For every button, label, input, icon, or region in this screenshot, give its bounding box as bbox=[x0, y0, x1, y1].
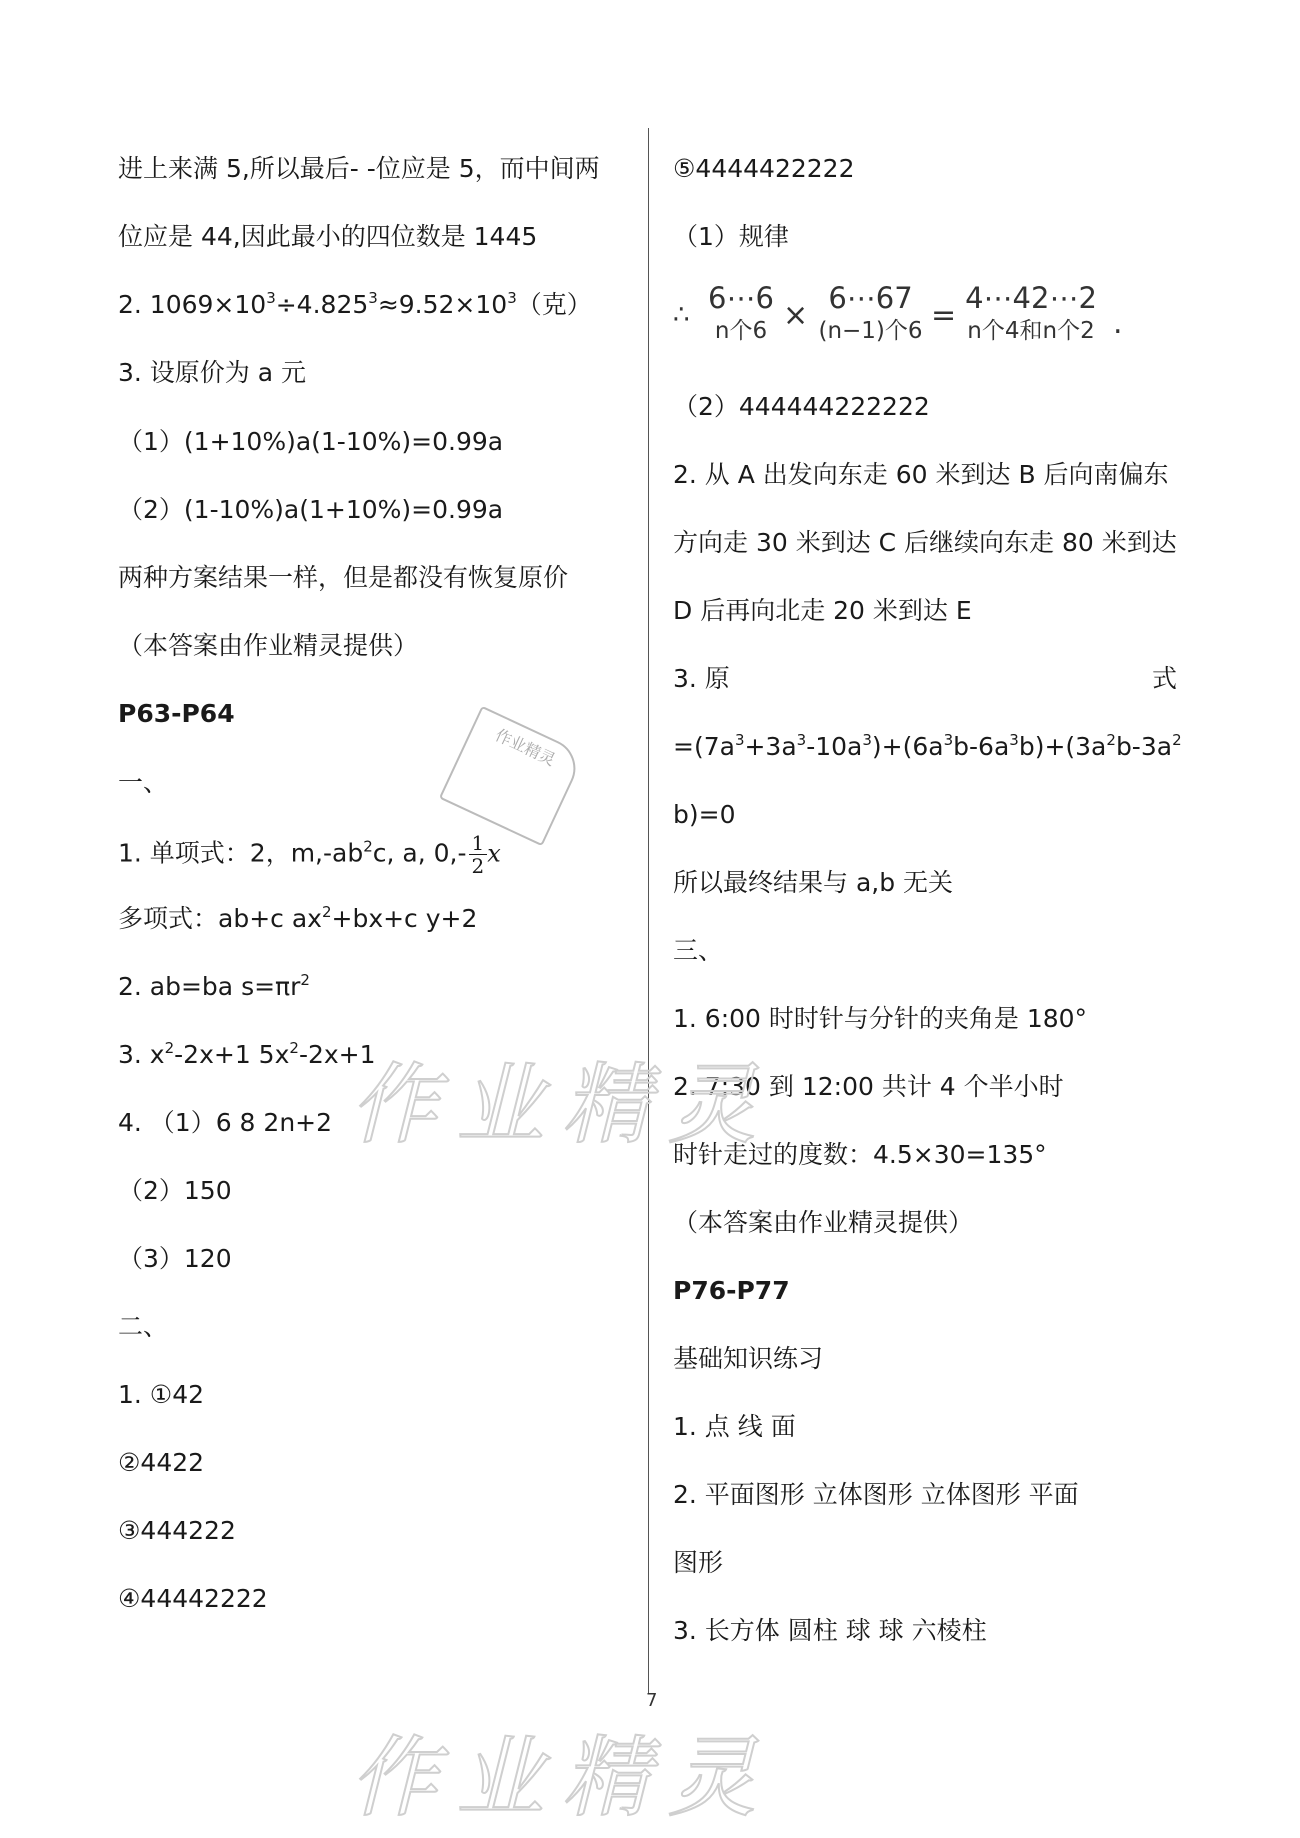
fraction-denominator: 2 bbox=[471, 854, 485, 878]
equals-sign: = bbox=[931, 298, 957, 333]
right-line-12: 1. 6:00 时时针与分针的夹角是 180° bbox=[673, 1004, 1088, 1033]
r8-d: )+(6a bbox=[871, 732, 944, 761]
r8-f: b-6a bbox=[953, 732, 1010, 761]
left-line-4: 3. 设原价为 a 元 bbox=[118, 358, 307, 387]
r8-e3: 3 bbox=[862, 731, 872, 749]
r8-e5: 3 bbox=[1009, 731, 1019, 749]
l3-e3: 3 bbox=[507, 289, 517, 307]
left-line-15: （2）150 bbox=[118, 1176, 232, 1205]
right-line-14: 时针走过的度数：4.5×30=135° bbox=[673, 1140, 1047, 1169]
left-line-16: （3）120 bbox=[118, 1244, 232, 1273]
r8-e2: 3 bbox=[796, 731, 807, 749]
left-line-3 bbox=[118, 288, 592, 322]
left-line-7: 两种方案结果一样，但是都没有恢复原价 bbox=[118, 563, 569, 592]
formula-term-3 bbox=[951, 280, 1111, 346]
left-line-20: ③444222 bbox=[118, 1516, 236, 1545]
l12-a: 2. ab=ba s=πr bbox=[118, 972, 301, 1001]
left-line-6: （2）(1-10%)a(1+10%)=0.99a bbox=[118, 495, 504, 524]
left-line-1: 进上来满 5,所以最后- -位应是 5，而中间两 bbox=[118, 154, 600, 183]
times-sign: × bbox=[783, 298, 809, 333]
fraction-numerator: 1 bbox=[469, 832, 488, 855]
right-line-4: 2. 从 A 出发向东走 60 米到达 B 后向南偏东 bbox=[673, 460, 1169, 489]
l13-e2: 2 bbox=[289, 1039, 299, 1057]
left-line-14: 4. （1）6 8 2n+2 bbox=[118, 1108, 333, 1137]
l3-a: 2. 1069×10 bbox=[118, 290, 267, 319]
left-line-5: （1）(1+10%)a(1-10%)=0.99a bbox=[118, 427, 504, 456]
r8-b: +3a bbox=[744, 732, 797, 761]
right-line-20: 3. 长方体 圆柱 球 球 六棱柱 bbox=[673, 1616, 987, 1645]
right-line-13: 2. 7:30 到 12:00 共计 4 个半小时 bbox=[673, 1072, 1064, 1101]
right-line-7a: 3. 原 bbox=[673, 664, 730, 693]
l3-b: ÷4.825 bbox=[275, 290, 369, 319]
right-line-19: 图形 bbox=[673, 1548, 724, 1577]
formula-period: . bbox=[1113, 306, 1123, 341]
l3-e1: 3 bbox=[266, 289, 276, 307]
watermark-stamp: 作业精灵 bbox=[439, 706, 585, 847]
right-line-17: 1. 点 线 面 bbox=[673, 1412, 796, 1441]
right-line-18: 2. 平面图形 立体图形 立体图形 平面 bbox=[673, 1480, 1079, 1509]
watermark-center: 作业精灵 bbox=[350, 1053, 775, 1156]
right-line-11: 三、 bbox=[673, 936, 724, 965]
l13-e1: 2 bbox=[164, 1039, 175, 1057]
l12-e: 2 bbox=[300, 971, 310, 989]
left-line-11 bbox=[118, 902, 477, 936]
right-line-10: 所以最终结果与 a,b 无关 bbox=[673, 868, 954, 897]
column-divider bbox=[648, 128, 649, 1693]
left-line-2: 位应是 44,因此最小的四位数是 1445 bbox=[118, 222, 538, 251]
l3-c: ≈9.52×10 bbox=[377, 290, 508, 319]
r8-e6: 2 bbox=[1106, 731, 1116, 749]
l10-e: 2 bbox=[363, 837, 373, 856]
l11-a: 多项式：ab+c ax bbox=[118, 904, 322, 933]
r8-c: -10a bbox=[806, 732, 863, 761]
l13-c: -2x+1 bbox=[298, 1040, 376, 1069]
right-line-1: ⑤4444422222 bbox=[673, 154, 855, 183]
page-number: 7 bbox=[646, 1690, 658, 1711]
left-line-8: （本答案由作业精灵提供） bbox=[118, 631, 419, 660]
l13-b: -2x+1 5x bbox=[174, 1040, 290, 1069]
term-3-top: 4⋯42⋯2 bbox=[965, 281, 1097, 315]
fraction-one-half bbox=[469, 832, 488, 877]
term-1-bottom: n个6 bbox=[714, 318, 768, 344]
right-line-6: D 后再向北走 20 米到达 E bbox=[673, 596, 972, 625]
r8-e1: 3 bbox=[734, 731, 745, 749]
l10-b: c, a, 0,- bbox=[372, 838, 467, 868]
l3-e2: 3 bbox=[368, 289, 378, 307]
term-2-top: 6⋯67 bbox=[828, 281, 913, 315]
r8-e7: 2 bbox=[1172, 731, 1182, 749]
left-line-9: 一、 bbox=[118, 768, 169, 797]
left-line-21: ④44442222 bbox=[118, 1584, 268, 1613]
left-line-12 bbox=[118, 970, 310, 1004]
therefore-symbol: ∴ bbox=[673, 300, 690, 330]
term-1-top: 6⋯6 bbox=[708, 281, 774, 315]
right-line-2: （1）规律 bbox=[673, 222, 789, 251]
left-line-10 bbox=[118, 832, 501, 877]
left-line-17: 二、 bbox=[118, 1312, 169, 1341]
term-2-bottom: (n−1)个6 bbox=[818, 318, 923, 344]
l10-var: x bbox=[487, 839, 501, 868]
l11-b: +bx+c y+2 bbox=[331, 904, 478, 933]
pattern-formula bbox=[673, 280, 1153, 360]
formula-term-2 bbox=[808, 280, 933, 346]
right-line-8 bbox=[673, 730, 1182, 764]
l13-a: 3. x bbox=[118, 1040, 165, 1069]
left-line-13 bbox=[118, 1038, 376, 1072]
formula-term-1 bbox=[695, 280, 787, 346]
left-line-19: ②4422 bbox=[118, 1448, 205, 1477]
right-line-3: （2）444444222222 bbox=[673, 392, 930, 421]
right-line-9: b)=0 bbox=[673, 800, 736, 829]
l10-a: 1. 单项式：2，m,-ab bbox=[118, 838, 364, 868]
section-heading-p63-p64: P63-P64 bbox=[118, 699, 235, 728]
right-line-16: 基础知识练习 bbox=[673, 1344, 824, 1373]
section-heading-p76-p77: P76-P77 bbox=[673, 1276, 790, 1305]
r8-a: =(7a bbox=[673, 732, 735, 761]
term-3-bottom: n个4和n个2 bbox=[967, 318, 1095, 344]
r8-e4: 3 bbox=[943, 731, 954, 749]
watermark-bottom: 作业精灵 bbox=[350, 1726, 775, 1829]
r8-g: b)+(3a bbox=[1018, 732, 1107, 761]
l3-d: （克） bbox=[516, 290, 592, 319]
right-line-7b: 式 bbox=[1152, 664, 1178, 693]
right-line-15: （本答案由作业精灵提供） bbox=[673, 1208, 974, 1237]
left-line-18: 1. ①42 bbox=[118, 1380, 205, 1409]
r8-h: b-3a bbox=[1115, 732, 1173, 761]
l11-e: 2 bbox=[321, 903, 332, 921]
right-line-5: 方向走 30 米到达 C 后继续向东走 80 米到达 bbox=[673, 528, 1177, 557]
